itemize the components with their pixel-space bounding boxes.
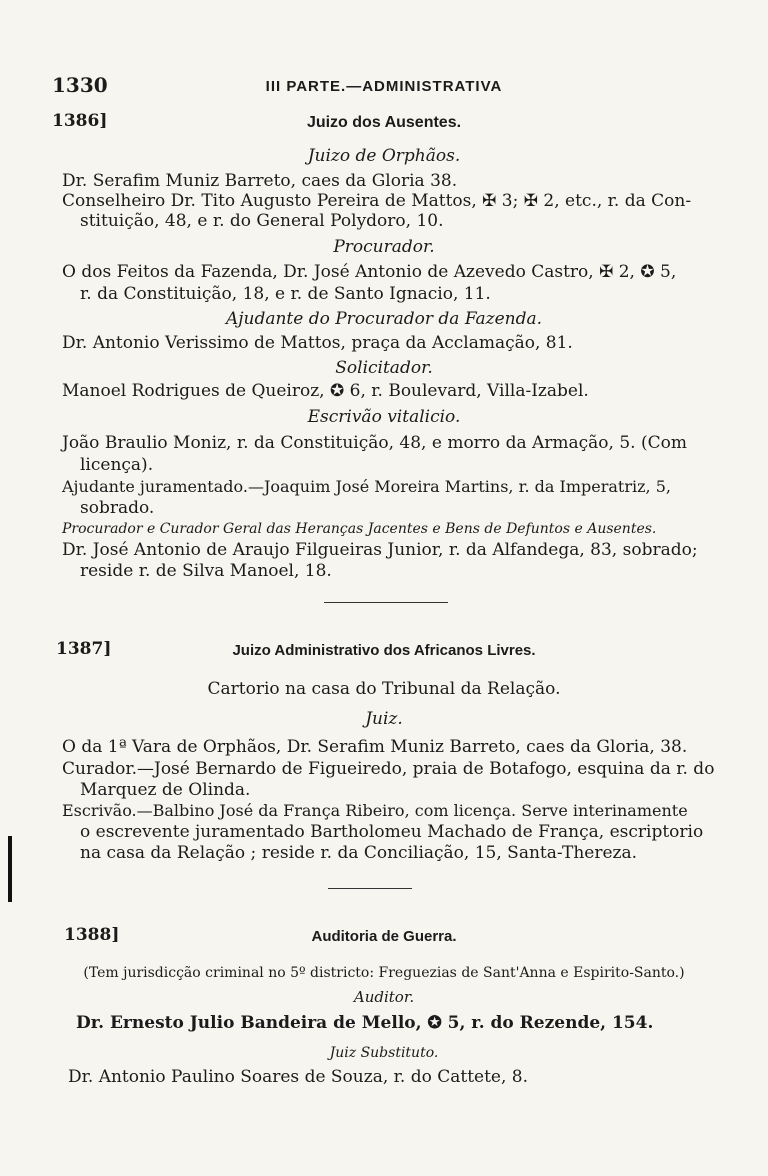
entry-line: Marquez de Olinda.: [80, 780, 251, 800]
subheading-juiz: Juiz.: [365, 709, 403, 729]
section-divider: [328, 888, 412, 889]
subheading-solicitador: Solicitador.: [335, 358, 433, 378]
subheading-juizo-orphaos: Juizo de Orphãos.: [307, 146, 461, 166]
entry-line: reside r. de Silva Manoel, 18.: [80, 561, 332, 581]
entry-line: sobrado.: [80, 498, 155, 518]
entry-line: r. da Constituição, 18, e r. de Santo Ignacio, 11.: [80, 284, 491, 304]
entry-line: Procurador e Curador Geral das Heranças Jacentes e Bens de Defuntos e Ausentes.: [62, 521, 657, 537]
subheading-auditor: Auditor.: [353, 988, 415, 1006]
running-title: III PARTE.—ADMINISTRATIVA: [265, 78, 503, 95]
entry-line: licença).: [80, 455, 154, 475]
entry-line: O da 1ª Vara de Orphãos, Dr. Serafim Muniz Barreto, caes da Gloria, 38.: [62, 737, 688, 757]
entry-line: Curador.—José Bernardo de Figueiredo, praia de Botafogo, esquina da r. do: [62, 759, 715, 779]
entry-line: Ajudante juramentado.—Joaquim José Moreira Martins, r. da Imperatriz, 5,: [62, 477, 671, 496]
entry-line: stituição, 48, e r. do General Polydoro, 10.: [80, 211, 444, 231]
section-number-1388: 1388]: [64, 925, 120, 945]
section-number-1386: 1386]: [52, 111, 108, 131]
section-title-1386: Juizo dos Ausentes.: [306, 114, 462, 131]
entry-line: Escrivão.—Balbino José da França Ribeiro, com licença. Serve interinamente: [62, 801, 688, 820]
jurisdiction-note: (Tem jurisdicção criminal no 5º districto: Freguezias de Sant'Anna e Espirito-Santo.): [83, 965, 685, 981]
subheading-procurador: Procurador.: [333, 237, 435, 257]
section-number-1387: 1387]: [56, 639, 112, 659]
subheading-ajudante-procurador: Ajudante do Procurador da Fazenda.: [225, 309, 543, 329]
entry-line: Manoel Rodrigues de Queiroz, ✪ 6, r. Boulevard, Villa-Izabel.: [62, 381, 589, 401]
section-title-1387: Juizo Administrativo dos Africanos Livres.: [232, 642, 536, 659]
entry-line: O dos Feitos da Fazenda, Dr. José Antonio de Azevedo Castro, ✠ 2, ✪ 5,: [62, 262, 677, 282]
section-title-1388: Auditoria de Guerra.: [311, 928, 457, 945]
page-number: 1330: [52, 73, 108, 97]
entry-line: o escrevente juramentado Bartholomeu Machado de França, escriptorio: [80, 822, 704, 842]
scan-artifact: [8, 836, 12, 902]
entry-line: Dr. Serafim Muniz Barreto, caes da Gloria 38.: [62, 171, 458, 191]
entry-line: Conselheiro Dr. Tito Augusto Pereira de Mattos, ✠ 3; ✠ 2, etc., r. da Con-: [62, 191, 692, 211]
entry-line: Dr. Antonio Verissimo de Mattos, praça da Acclamação, 81.: [62, 333, 573, 353]
entry-line: na casa da Relação ; reside r. da Conciliação, 15, Santa-Thereza.: [80, 843, 638, 863]
subheading-cartorio: Cartorio na casa do Tribunal da Relação.: [207, 679, 561, 699]
entry-line: Dr. José Antonio de Araujo Filgueiras Junior, r. da Alfandega, 83, sobrado;: [62, 540, 698, 560]
entry-line: Dr. Antonio Paulino Soares de Souza, r. do Cattete, 8.: [68, 1067, 529, 1087]
section-divider: [324, 602, 448, 603]
subheading-juiz-substituto: Juiz Substituto.: [329, 1045, 439, 1061]
entry-line: João Braulio Moniz, r. da Constituição, 48, e morro da Armação, 5. (Com: [62, 433, 687, 453]
subheading-escrivao-vitalicio: Escrivão vitalicio.: [307, 407, 461, 427]
entry-line: Dr. Ernesto Julio Bandeira de Mello, ✪ 5, r. do Rezende, 154.: [76, 1013, 654, 1033]
